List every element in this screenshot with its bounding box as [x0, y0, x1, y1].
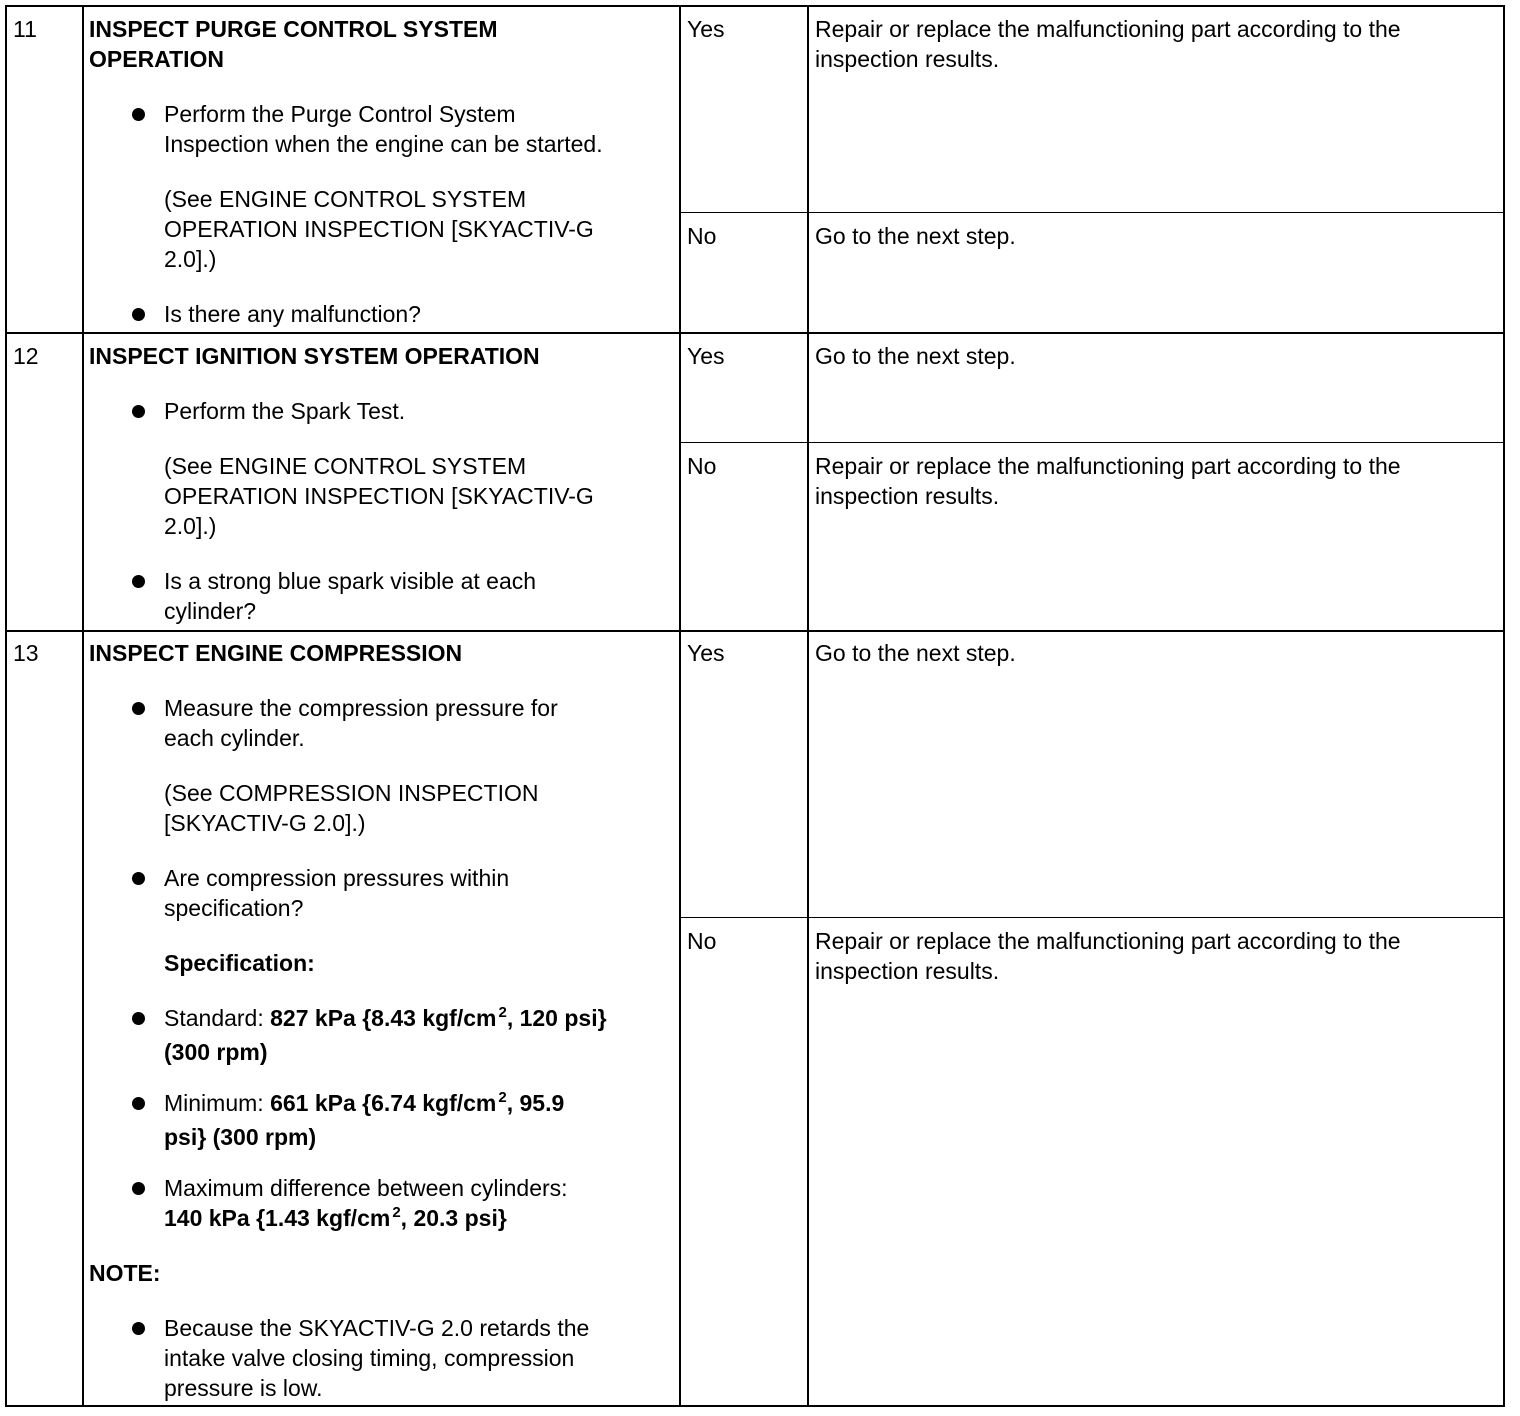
text-line: Maximum difference between cylinders:	[164, 1175, 568, 1201]
text-line: psi} (300 rpm)	[164, 1124, 317, 1150]
spec-value: , 95.9	[506, 1090, 565, 1116]
spec-value: , 20.3 psi}	[400, 1205, 507, 1231]
step-number: 13	[13, 640, 39, 666]
column-divider-action	[807, 6, 809, 1407]
step-title-line: INSPECT PURGE CONTROL SYSTEM	[89, 16, 498, 42]
reference-text	[164, 451, 664, 541]
text-line: Measure the compression pressure for	[164, 695, 558, 721]
note-label: NOTE:	[89, 1260, 161, 1286]
bullet-icon	[132, 575, 145, 588]
text-line: Are compression pressures within	[164, 865, 510, 891]
text-line: each cylinder.	[164, 725, 305, 751]
action-yes: Go to the next step.	[815, 343, 1016, 369]
text-line: Because the SKYACTIV-G 2.0 retards the	[164, 1315, 590, 1341]
text-line: Perform the Purge Control System	[164, 101, 516, 127]
bullet-icon	[132, 1322, 145, 1335]
spec-prefix: Standard:	[164, 1005, 271, 1031]
text-line: (See COMPRESSION INSPECTION	[164, 780, 539, 806]
spec-value: 140 kPa {1.43 kgf/cm	[164, 1205, 391, 1231]
text-line: Is a strong blue spark visible at each	[164, 568, 537, 594]
text-line: 2.0].)	[164, 513, 217, 539]
superscript: 2	[498, 1004, 507, 1021]
spec-max-difference	[164, 1173, 664, 1237]
action-yes	[815, 14, 1485, 74]
text-line: (See ENGINE CONTROL SYSTEM	[164, 453, 527, 479]
answer-divider	[680, 917, 1505, 918]
bullet-text	[164, 693, 664, 753]
bullet-icon	[132, 405, 145, 418]
action-no: Go to the next step.	[815, 223, 1016, 249]
text-line: [SKYACTIV-G 2.0].)	[164, 810, 366, 836]
answer-divider	[680, 442, 1505, 443]
step-number: 11	[13, 16, 37, 42]
action-yes: Go to the next step.	[815, 640, 1016, 666]
spec-value: 827 kPa {8.43 kgf/cm	[270, 1005, 497, 1031]
bullet-text	[164, 99, 664, 159]
bullet-text	[164, 566, 664, 626]
superscript: 2	[498, 1089, 507, 1106]
bullet-text: Perform the Spark Test.	[164, 398, 406, 424]
spec-minimum	[164, 1088, 664, 1152]
bullet-icon	[132, 308, 145, 321]
text-line: specification?	[164, 895, 304, 921]
text-line: Repair or replace the malfunctioning part according to the	[815, 16, 1401, 42]
reference-text	[164, 778, 664, 838]
text-line: Inspection when the engine can be started.	[164, 131, 603, 157]
bullet-icon	[132, 872, 145, 885]
answer-divider	[680, 212, 1505, 213]
text-line: OPERATION INSPECTION [SKYACTIV-G	[164, 216, 594, 242]
text-line: inspection results.	[815, 483, 1000, 509]
text-line: 2.0].)	[164, 246, 217, 272]
spec-value: 661 kPa {6.74 kgf/cm	[270, 1090, 497, 1116]
text-line: OPERATION INSPECTION [SKYACTIV-G	[164, 483, 594, 509]
text-line: Repair or replace the malfunctioning part according to the	[815, 453, 1401, 479]
step-number: 12	[13, 343, 39, 369]
answer-yes: Yes	[687, 640, 725, 666]
answer-yes: Yes	[687, 343, 725, 369]
answer-yes: Yes	[687, 16, 725, 42]
spec-prefix: Minimum:	[164, 1090, 271, 1116]
step-title: INSPECT ENGINE COMPRESSION	[89, 640, 463, 666]
reference-text	[164, 184, 664, 274]
step-title-line: OPERATION	[89, 46, 225, 72]
column-divider-step	[82, 6, 84, 1407]
answer-no: No	[687, 453, 717, 479]
text-line: cylinder?	[164, 598, 257, 624]
spec-standard	[164, 1003, 664, 1067]
specification-label: Specification:	[164, 950, 315, 976]
bullet-icon	[132, 702, 145, 715]
answer-no: No	[687, 928, 717, 954]
bullet-icon	[132, 108, 145, 121]
answer-no: No	[687, 223, 717, 249]
note-text	[164, 1313, 664, 1403]
bullet-text: Is there any malfunction?	[164, 301, 421, 327]
column-divider-answer	[679, 6, 681, 1407]
bullet-icon	[132, 1182, 145, 1195]
bullet-text	[164, 863, 664, 923]
text-line: inspection results.	[815, 46, 1000, 72]
text-line: Repair or replace the malfunctioning part according to the	[815, 928, 1401, 954]
text-line: pressure is low.	[164, 1375, 323, 1401]
text-line	[164, 1088, 664, 1122]
text-line	[164, 1203, 664, 1237]
bullet-icon	[132, 1012, 145, 1025]
text-line: intake valve closing timing, compression	[164, 1345, 575, 1371]
row-divider	[6, 630, 1505, 632]
text-line	[164, 1003, 664, 1037]
text-line: (See ENGINE CONTROL SYSTEM	[164, 186, 527, 212]
row-divider	[6, 332, 1505, 334]
superscript: 2	[392, 1204, 401, 1221]
spec-value: , 120 psi}	[506, 1005, 607, 1031]
action-no	[815, 926, 1485, 986]
bullet-icon	[132, 1097, 145, 1110]
action-no	[815, 451, 1485, 511]
text-line: (300 rpm)	[164, 1039, 268, 1065]
step-title: INSPECT IGNITION SYSTEM OPERATION	[89, 343, 540, 369]
text-line: inspection results.	[815, 958, 1000, 984]
